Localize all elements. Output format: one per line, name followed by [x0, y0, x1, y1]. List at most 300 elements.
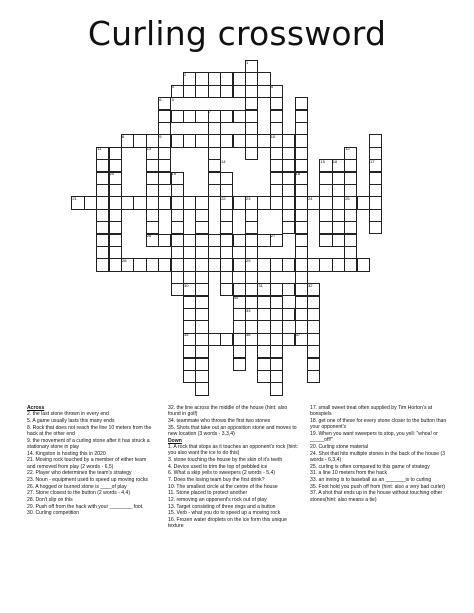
grid-cell[interactable]: [195, 296, 208, 309]
grid-cell[interactable]: [171, 184, 184, 197]
grid-cell[interactable]: [220, 246, 233, 259]
grid-cell[interactable]: [158, 159, 171, 172]
clue-item: 25. curling is often compared to this game of strategy: [310, 463, 430, 470]
grid-cell[interactable]: [282, 196, 295, 209]
clue-number: 20: [109, 171, 115, 177]
grid-cell[interactable]: [369, 196, 382, 209]
grid-cell[interactable]: [295, 296, 308, 309]
grid-cell[interactable]: [208, 184, 221, 197]
grid-cell[interactable]: [220, 209, 233, 222]
grid-cell[interactable]: [295, 97, 308, 110]
down-clue-list-continued: [310, 405, 448, 503]
grid-cell[interactable]: [295, 184, 308, 197]
grid-cell[interactable]: [220, 134, 233, 147]
grid-cell[interactable]: [146, 196, 159, 209]
grid-cell[interactable]: [270, 110, 283, 123]
grid-cell[interactable]: [146, 184, 159, 197]
grid-cell[interactable]: [158, 258, 171, 271]
grid-cell[interactable]: [109, 147, 122, 160]
grid-cell[interactable]: [195, 370, 208, 383]
grid-cell[interactable]: [96, 184, 109, 197]
grid-cell[interactable]: [332, 209, 345, 222]
grid-cell[interactable]: [295, 122, 308, 135]
grid-cell[interactable]: [195, 85, 208, 98]
clue-number: 22: [221, 195, 226, 201]
clue-number: 27: [270, 233, 276, 239]
grid-cell[interactable]: [344, 209, 357, 222]
grid-cell[interactable]: [171, 258, 184, 271]
clue-item: 18. get one of these for every stone closer to the button than your opponent's: [310, 417, 447, 431]
clue-item: 33. an inning is to baseball as an _______is to curling: [310, 477, 432, 483]
grid-cell[interactable]: [183, 308, 196, 321]
grid-cell[interactable]: [282, 258, 295, 271]
down-heading: Down: [168, 437, 182, 444]
grid-cell[interactable]: [282, 308, 295, 321]
grid-cell[interactable]: [109, 196, 122, 209]
grid-cell[interactable]: [208, 172, 221, 185]
clue-number: 35: [184, 332, 189, 338]
across-clue-list: [27, 411, 155, 516]
grid-cell[interactable]: [195, 382, 208, 395]
clue-number: 14: [221, 158, 226, 164]
grid-cell[interactable]: [233, 72, 246, 85]
clue-number: 33: [246, 307, 251, 313]
grid-cell[interactable]: [183, 296, 196, 309]
clue-number: 13: [146, 146, 152, 152]
clue-number: 17: [370, 158, 375, 164]
grid-cell[interactable]: [96, 258, 109, 271]
clue-number: 18: [295, 171, 301, 177]
clue-number: 5: [171, 96, 174, 102]
clue-number: 3: [171, 84, 174, 90]
grid-cell[interactable]: [146, 172, 159, 185]
grid-cell[interactable]: [208, 147, 221, 160]
grid-cell[interactable]: [195, 308, 208, 321]
grid-cell[interactable]: [295, 246, 308, 259]
grid-cell[interactable]: [369, 221, 382, 234]
grid-cell[interactable]: [270, 358, 283, 371]
grid-cell[interactable]: [195, 333, 208, 346]
grid-cell[interactable]: [270, 320, 283, 333]
clues-column-2: [168, 405, 300, 530]
clue-number: 28: [122, 257, 127, 263]
grid-cell[interactable]: [270, 184, 283, 197]
grid-cell[interactable]: [319, 196, 332, 209]
grid-cell[interactable]: [195, 358, 208, 371]
grid-cell[interactable]: [307, 258, 320, 271]
grid-cell[interactable]: [332, 258, 345, 271]
grid-cell[interactable]: [171, 209, 184, 222]
clue-number: 12: [345, 146, 350, 152]
grid-cell[interactable]: [257, 370, 270, 383]
grid-cell[interactable]: [257, 358, 270, 371]
grid-cell[interactable]: [183, 196, 196, 209]
grid-cell[interactable]: [319, 209, 332, 222]
grid-cell[interactable]: [96, 196, 109, 209]
grid-cell[interactable]: [344, 258, 357, 271]
clue-number: 34: [233, 295, 239, 301]
grid-cell[interactable]: [257, 258, 270, 271]
grid-cell[interactable]: [171, 134, 184, 147]
clue-item: 32. the line across the middle of the house (hint: also found in golf): [168, 405, 288, 418]
grid-cell[interactable]: [171, 110, 184, 123]
grid-cell[interactable]: [270, 97, 283, 110]
grid-cell[interactable]: [233, 134, 246, 147]
grid-cell[interactable]: [270, 370, 283, 383]
across-heading: Across: [27, 405, 45, 411]
grid-cell[interactable]: [233, 345, 246, 358]
grid-cell[interactable]: [245, 122, 258, 135]
grid-cell[interactable]: [295, 271, 308, 284]
clue-item: 6. What a skip yells to sweepers (2 words - 5,4): [168, 470, 276, 477]
clue-item: 16. Frozen water droplets on the ice form this unique texture: [168, 517, 287, 530]
clue-item: 17. small sweet treat often supplied by Tim Horton's at bonspiels: [310, 405, 433, 418]
grid-cell[interactable]: [257, 85, 270, 98]
grid-cell[interactable]: [344, 172, 357, 185]
clue-number: 10: [270, 133, 276, 139]
grid-cell[interactable]: [195, 110, 208, 123]
grid-cell[interactable]: [369, 134, 382, 147]
grid-cell[interactable]: [233, 358, 246, 371]
grid-cell[interactable]: [257, 296, 270, 309]
clue-number: 7: [208, 109, 212, 115]
grid-cell[interactable]: [369, 147, 382, 160]
grid-cell[interactable]: [183, 345, 196, 358]
grid-cell[interactable]: [109, 209, 122, 222]
grid-cell[interactable]: [257, 72, 270, 85]
clue-number: 11: [97, 146, 102, 152]
clue-item: 31. a line 10 meters from the hack: [310, 470, 388, 477]
clue-item: 9. the movement of a curling stone after it has struck a stationary stone in play: [27, 437, 150, 450]
grid-cell[interactable]: [171, 221, 184, 234]
grid-cell[interactable]: [245, 72, 258, 85]
clue-number: 15: [320, 158, 325, 164]
grid-cell[interactable]: [158, 172, 171, 185]
grid-cell[interactable]: [220, 271, 233, 284]
grid-cell[interactable]: [233, 308, 246, 321]
grid-cell[interactable]: [257, 320, 270, 333]
grid-cell[interactable]: [195, 196, 208, 209]
grid-cell[interactable]: [295, 209, 308, 222]
clue-item: 20. Curling stone material: [310, 443, 369, 450]
grid-cell[interactable]: [195, 320, 208, 333]
clue-number: 4: [270, 84, 274, 90]
grid-cell[interactable]: [307, 308, 320, 321]
grid-cell[interactable]: [257, 333, 270, 346]
grid-cell[interactable]: [96, 246, 109, 259]
grid-cell[interactable]: [344, 246, 357, 259]
grid-cell[interactable]: [146, 258, 159, 271]
grid-cell[interactable]: [295, 308, 308, 321]
grid-cell[interactable]: [109, 184, 122, 197]
grid-cell[interactable]: [183, 85, 196, 98]
grid-cell[interactable]: [233, 234, 246, 247]
grid-cell[interactable]: [270, 147, 283, 160]
grid-cell[interactable]: [357, 258, 370, 271]
grid-cell[interactable]: [332, 196, 345, 209]
grid-cell[interactable]: [282, 333, 295, 346]
grid-cell[interactable]: [96, 159, 109, 172]
grid-cell[interactable]: [282, 184, 295, 197]
grid-cell[interactable]: [245, 85, 258, 98]
clue-item: 7. Does the losing team buy the first drink?: [168, 477, 265, 483]
grid-cell[interactable]: [158, 196, 171, 209]
grid-cell[interactable]: [133, 196, 146, 209]
grid-cell[interactable]: [282, 172, 295, 185]
grid-cell[interactable]: [295, 196, 308, 209]
grid-cell[interactable]: [158, 147, 171, 160]
clue-number: 30: [184, 282, 189, 288]
grid-cell[interactable]: [195, 134, 208, 147]
clue-item: 2. the last stone thrown in every end: [27, 411, 109, 418]
clue-item: 14. Kingston is hosting this in 2020: [27, 450, 106, 457]
clue-number: 16: [332, 158, 338, 164]
grid-cell[interactable]: [344, 234, 357, 247]
grid-cell[interactable]: [109, 221, 122, 234]
grid-cell[interactable]: [245, 271, 258, 284]
grid-cell[interactable]: [357, 196, 370, 209]
clue-number: 36: [246, 332, 251, 338]
grid-cell[interactable]: [257, 308, 270, 321]
grid-cell[interactable]: [233, 333, 246, 346]
clue-number: 9: [159, 133, 162, 139]
grid-cell[interactable]: [195, 234, 208, 247]
clue-item: 22. Player who determines the team's strategy: [27, 470, 132, 477]
grid-cell[interactable]: [332, 234, 345, 247]
grid-cell[interactable]: [344, 221, 357, 234]
clue-number: 26: [146, 233, 152, 239]
grid-cell[interactable]: [220, 72, 233, 85]
grid-cell[interactable]: [319, 234, 332, 247]
grid-cell[interactable]: [270, 333, 283, 346]
grid-cell[interactable]: [270, 196, 283, 209]
grid-cell[interactable]: [319, 172, 332, 185]
grid-cell[interactable]: [233, 85, 246, 98]
clue-item: 3. stone touching the house by the skin of it's teeth: [168, 456, 283, 463]
grid-cell[interactable]: [233, 258, 246, 271]
grid-cell[interactable]: [295, 221, 308, 234]
grid-cell[interactable]: [245, 134, 258, 147]
grid-cell[interactable]: [295, 283, 308, 296]
grid-cell[interactable]: [220, 110, 233, 123]
grid-cell[interactable]: [171, 271, 184, 284]
grid-cell[interactable]: [109, 246, 122, 259]
grid-cell[interactable]: [146, 209, 159, 222]
across-clue-list-continued: [168, 405, 300, 437]
grid-cell[interactable]: [233, 320, 246, 333]
grid-cell[interactable]: [208, 258, 221, 271]
grid-cell[interactable]: [369, 172, 382, 185]
clue-item: 30. Curling competition: [27, 510, 80, 517]
grid-cell[interactable]: [195, 209, 208, 222]
grid-cell[interactable]: [146, 159, 159, 172]
grid-cell[interactable]: [245, 209, 258, 222]
grid-cell[interactable]: [183, 358, 196, 371]
grid-cell[interactable]: [369, 184, 382, 197]
clue-item: 35. Foot hold you push off from (hint: also a very bad curler): [310, 483, 445, 490]
grid-cell[interactable]: [270, 296, 283, 309]
grid-cell[interactable]: [257, 134, 270, 147]
grid-cell[interactable]: [295, 110, 308, 123]
grid-cell[interactable]: [332, 172, 345, 185]
grid-cell[interactable]: [245, 110, 258, 123]
grid-cell[interactable]: [369, 209, 382, 222]
clue-item: 12. removing an opponent's rock out of play: [168, 497, 267, 504]
grid-cell[interactable]: [282, 209, 295, 222]
grid-cell[interactable]: [245, 234, 258, 247]
grid-cell[interactable]: [270, 345, 283, 358]
grid-cell[interactable]: [270, 382, 283, 395]
grid-cell[interactable]: [84, 196, 97, 209]
grid-cell[interactable]: [109, 258, 122, 271]
grid-cell[interactable]: [233, 110, 246, 123]
clue-number: 37: [295, 332, 301, 338]
grid-cell[interactable]: [270, 258, 283, 271]
grid-cell[interactable]: [208, 134, 221, 147]
grid-cell[interactable]: [208, 159, 221, 172]
grid-cell[interactable]: [282, 147, 295, 160]
grid-cell[interactable]: [208, 234, 221, 247]
grid-cell[interactable]: [220, 221, 233, 234]
grid-cell[interactable]: [96, 221, 109, 234]
clue-item: 15. Verb - what you do to speed up a moving rock: [168, 510, 281, 517]
grid-cell[interactable]: [220, 333, 233, 346]
down-clue-list: [168, 444, 300, 530]
clue-item: 24. Shot that hits multiple stones in the back of the house (3 words - 6,3,4): [310, 450, 446, 463]
grid-cell[interactable]: [133, 134, 146, 147]
clue-item: 27. Stone closest to the button (2 words - 4,4): [27, 490, 131, 497]
grid-cell[interactable]: [319, 221, 332, 234]
grid-cell[interactable]: [96, 172, 109, 185]
grid-cell[interactable]: [257, 345, 270, 358]
clue-item: 13. Target consisting of three rings and a button: [168, 503, 276, 510]
grid-cell[interactable]: [96, 234, 109, 247]
grid-cell[interactable]: [307, 320, 320, 333]
grid-cell[interactable]: [208, 333, 221, 346]
grid-cell[interactable]: [133, 258, 146, 271]
grid-cell[interactable]: [270, 172, 283, 185]
grid-cell[interactable]: [171, 234, 184, 247]
grid-cell[interactable]: [257, 196, 270, 209]
clue-number: 1: [246, 59, 249, 65]
grid-cell[interactable]: [319, 258, 332, 271]
grid-cell[interactable]: [245, 296, 258, 309]
clue-number: 21: [72, 195, 77, 201]
grid-cell[interactable]: [195, 72, 208, 85]
grid-cell[interactable]: [332, 221, 345, 234]
grid-cell[interactable]: [195, 345, 208, 358]
grid-cell[interactable]: [282, 134, 295, 147]
grid-cell[interactable]: [220, 172, 233, 185]
grid-cell[interactable]: [195, 258, 208, 271]
grid-cell[interactable]: [171, 246, 184, 259]
grid-cell[interactable]: [220, 258, 233, 271]
clue-number: 32: [308, 282, 313, 288]
page-title: Curling crossword: [87, 14, 387, 53]
grid-cell[interactable]: [158, 234, 171, 247]
grid-cell[interactable]: [208, 72, 221, 85]
clue-item: 19. When you want sweepers to stop, you yell: "whoa! or _____off!": [310, 430, 438, 444]
grid-cell[interactable]: [121, 196, 134, 209]
clue-item: 28. Don't slip on this: [27, 497, 73, 504]
grid-cell[interactable]: [171, 283, 184, 296]
grid-cell[interactable]: [307, 333, 320, 346]
clue-number: 24: [308, 195, 313, 201]
clue-item: 26. A hogged or burned stone is ____of play: [27, 483, 127, 490]
grid-cell[interactable]: [319, 184, 332, 197]
grid-cell[interactable]: [270, 308, 283, 321]
grid-cell[interactable]: [171, 196, 184, 209]
clue-item: 4. Device used to trim the top of pebbled ice: [168, 463, 268, 470]
grid-cell[interactable]: [220, 234, 233, 247]
clue-number: 2: [184, 71, 187, 77]
clue-item: 8. Rock that does not reach the line 10 meters from the hack at the other end: [27, 424, 152, 437]
clue-number: 31: [258, 282, 263, 288]
grid-cell[interactable]: [195, 246, 208, 259]
grid-cell[interactable]: [183, 134, 196, 147]
grid-cell[interactable]: [208, 122, 221, 135]
grid-cell[interactable]: [158, 110, 171, 123]
grid-cell[interactable]: [245, 147, 258, 160]
grid-cell[interactable]: [270, 283, 283, 296]
grid-cell[interactable]: [220, 85, 233, 98]
grid-cell[interactable]: [332, 184, 345, 197]
clue-item: 35. Shots that take out an opposition stone and moves to new location (3 words - 3,3,4): [168, 424, 297, 437]
grid-cell[interactable]: [208, 85, 221, 98]
clue-number: 23: [246, 195, 251, 201]
grid-cell[interactable]: [195, 221, 208, 234]
grid-cell[interactable]: [270, 159, 283, 172]
grid-cell[interactable]: [183, 258, 196, 271]
grid-cell[interactable]: [307, 296, 320, 309]
grid-cell[interactable]: [282, 283, 295, 296]
grid-cell[interactable]: [183, 110, 196, 123]
clue-number: 8: [122, 133, 125, 139]
grid-cell[interactable]: [183, 370, 196, 383]
grid-cell[interactable]: [245, 221, 258, 234]
grid-cell[interactable]: [295, 258, 308, 271]
grid-cell[interactable]: [220, 283, 233, 296]
clue-item: 5. A game usually lasts this many ends: [27, 417, 115, 424]
grid-cell[interactable]: [257, 234, 270, 247]
grid-cell[interactable]: [96, 209, 109, 222]
grid-cell[interactable]: [344, 159, 357, 172]
grid-cell[interactable]: [195, 283, 208, 296]
grid-cell[interactable]: [183, 234, 196, 247]
grid-cell[interactable]: [233, 196, 246, 209]
grid-cell[interactable]: [282, 221, 295, 234]
grid-cell[interactable]: [195, 271, 208, 284]
grid-cell[interactable]: [295, 134, 308, 147]
grid-cell[interactable]: [307, 370, 320, 383]
grid-cell[interactable]: [295, 147, 308, 160]
clue-item: 34. teammate who throws the first two stones: [168, 417, 271, 424]
clues-column-3: [310, 405, 448, 503]
grid-cell[interactable]: [295, 234, 308, 247]
grid-cell[interactable]: [245, 97, 258, 110]
grid-cell[interactable]: [109, 234, 122, 247]
grid-cell[interactable]: [257, 271, 270, 284]
clue-number: 6: [159, 96, 162, 102]
clue-number: 19: [171, 171, 177, 177]
grid-cell[interactable]: [307, 358, 320, 371]
clue-number: 29: [246, 257, 251, 263]
grid-cell[interactable]: [307, 345, 320, 358]
grid-cell[interactable]: [245, 283, 258, 296]
clue-item: 21. Moving rock touched by a member of either team and removed from play (2 words - 6,5): [27, 457, 147, 470]
grid-cell[interactable]: [282, 159, 295, 172]
clue-item: 29. Push off from the hack with your ________ foot.: [27, 503, 144, 510]
